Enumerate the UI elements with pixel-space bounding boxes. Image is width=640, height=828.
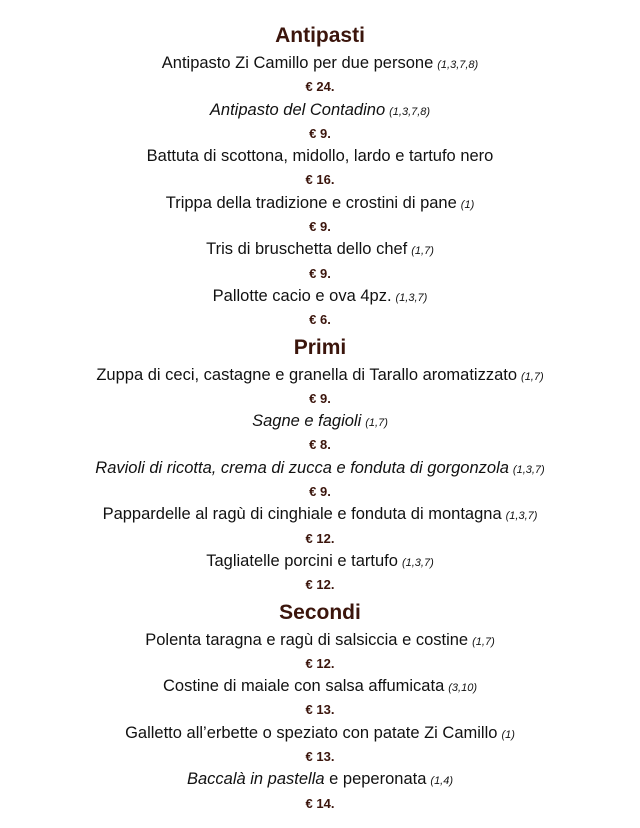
allergens: (1,3,7,8) bbox=[389, 105, 431, 118]
dish-name bbox=[0, 457, 640, 480]
dish-price: € 12. bbox=[305, 655, 335, 671]
dish-price: € 9. bbox=[309, 484, 331, 500]
section-heading: Primi bbox=[293, 335, 347, 359]
allergens: (3,10) bbox=[448, 682, 477, 695]
allergens: (1,7) bbox=[521, 370, 544, 383]
dish-price: € 9. bbox=[309, 219, 331, 235]
dish-name bbox=[0, 364, 640, 387]
dish-name-italic: Baccalà in pastella bbox=[186, 770, 325, 789]
dish-name-italic: Ravioli di ricotta, crema di zucca e fonduta di gorgonzola bbox=[95, 458, 509, 477]
dish-price: € 9. bbox=[309, 125, 331, 141]
allergens: (1,3,7,8) bbox=[437, 59, 479, 71]
allergens: (1,7) bbox=[365, 417, 388, 430]
dish-price: € 6. bbox=[309, 312, 331, 328]
dish-name bbox=[0, 722, 640, 745]
dish-name bbox=[0, 675, 640, 698]
allergens: (1,3,7) bbox=[512, 463, 545, 476]
dish-name-plain: Trippa della tradizione e crostini di pane bbox=[165, 193, 457, 212]
dish-price: € 16. bbox=[305, 172, 335, 188]
dish-name bbox=[0, 410, 640, 433]
menu-section-secondi bbox=[0, 597, 640, 815]
dish-name-plain: Pallotte cacio e ova 4pz. bbox=[212, 286, 392, 305]
dish-price: € 12. bbox=[305, 530, 335, 546]
dish-name-plain: Tris di bruschetta dello chef bbox=[206, 240, 408, 259]
section-heading: Antipasti bbox=[275, 24, 365, 47]
dish-price: € 13. bbox=[305, 702, 335, 718]
dish-price: € 24. bbox=[305, 79, 335, 95]
section-heading: Secondi bbox=[279, 600, 361, 624]
dish-price: € 9. bbox=[309, 265, 331, 281]
dish-name bbox=[0, 52, 640, 75]
dish-name bbox=[0, 192, 640, 215]
dish-name bbox=[0, 238, 640, 261]
dish-name bbox=[0, 145, 640, 168]
allergens: (1) bbox=[460, 198, 475, 211]
menu-section-primi bbox=[0, 332, 640, 597]
dish-price: € 9. bbox=[309, 390, 331, 406]
dish-price: € 14. bbox=[305, 795, 335, 811]
allergens: (1,3,7) bbox=[505, 510, 538, 523]
dish-name bbox=[0, 99, 640, 122]
allergens: (1,7) bbox=[472, 635, 495, 648]
allergens: (1,7) bbox=[411, 245, 434, 258]
dish-name-plain: Galletto all’erbette o speziato con patate Zi Camillo bbox=[125, 723, 498, 742]
dish-name bbox=[0, 768, 640, 791]
dish-name-plain: Tagliatelle porcini e tartufo bbox=[206, 551, 398, 570]
dish-name bbox=[0, 503, 640, 526]
dish-name-plain: Antipasto Zi Camillo per due persone bbox=[161, 54, 434, 72]
dish-name-plain: Costine di maiale con salsa affumicata bbox=[162, 677, 445, 696]
dish-name bbox=[0, 285, 640, 308]
dish-name bbox=[0, 550, 640, 573]
dish-name-italic: Antipasto del Contadino bbox=[209, 100, 386, 119]
dish-name-plain: Pappardelle al ragù di cinghiale e fonduta di montagna bbox=[102, 505, 502, 524]
menu-section-antipasti bbox=[0, 20, 640, 332]
dish-price: € 8. bbox=[309, 437, 331, 453]
allergens: (1) bbox=[501, 728, 515, 741]
allergens: (1,4) bbox=[430, 775, 454, 788]
dish-price: € 12. bbox=[305, 577, 335, 593]
dish-price: € 13. bbox=[305, 749, 335, 765]
dish-name-plain: Polenta taragna e ragù di salsiccia e costine bbox=[145, 630, 469, 649]
dish-name-italic: Sagne e fagioli bbox=[252, 412, 362, 431]
allergens: (1,3,7) bbox=[401, 556, 434, 569]
dish-name-plain: Battuta di scottona, midollo, lardo e tartufo nero bbox=[146, 147, 494, 166]
dish-name-plain: e peperonata bbox=[324, 770, 427, 789]
dish-name bbox=[0, 629, 640, 652]
dish-name-plain: Zuppa di ceci, castagne e granella di Tarallo aromatizzato bbox=[96, 365, 518, 384]
allergens: (1,3,7) bbox=[395, 291, 428, 304]
